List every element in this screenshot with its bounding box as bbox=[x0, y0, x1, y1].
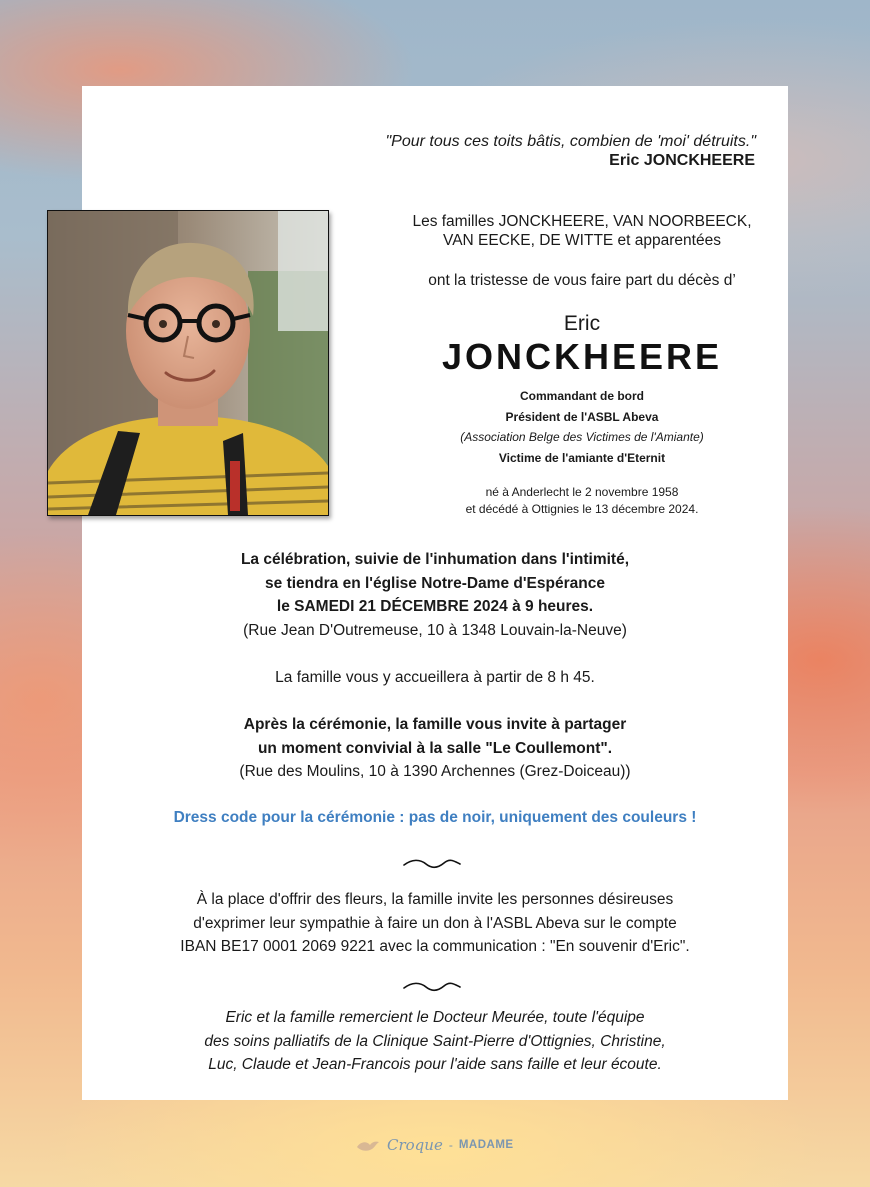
quote-block bbox=[385, 132, 756, 170]
tristesse-text: ont la tristesse de vous faire part du décès d’ bbox=[428, 272, 736, 289]
quote-text: "Pour tous ces toits bâtis, combien de 'moi' détruits." bbox=[385, 133, 756, 150]
squiggle-divider-icon bbox=[402, 856, 462, 870]
title-association: (Association Belge des Victimes de l'Amiante) bbox=[460, 430, 704, 444]
thanks-block bbox=[82, 1006, 788, 1077]
reception-line-2: un moment convivial à la salle "Le Coullemont". bbox=[257, 739, 613, 757]
reception-block bbox=[82, 713, 788, 784]
ceremony-line-1: La célébration, suivie de l'inhumation dans l'intimité, bbox=[240, 551, 630, 568]
birth-line: né à Anderlecht le 2 novembre 1958 bbox=[485, 485, 679, 499]
donation-line-1: À la place d'offrir des fleurs, la famille invite les personnes désireuses bbox=[196, 891, 674, 908]
footer-brand bbox=[355, 1131, 514, 1159]
first-name: Eric bbox=[563, 312, 601, 335]
dress-code: Dress code pour la cérémonie : pas de noir, uniquement des couleurs ! bbox=[173, 809, 697, 826]
squiggle-divider-icon bbox=[402, 979, 462, 993]
families bbox=[372, 212, 792, 250]
thanks-line-3: Luc, Claude et Jean-Francois pour l'aide sans faille et leur écoute. bbox=[208, 1056, 662, 1073]
families-line-1: Les familles JONCKHEERE, VAN NOORBEECK, bbox=[412, 213, 752, 230]
thanks-line-1: Eric et la famille remercient le Docteur Meurée, toute l'équipe bbox=[225, 1009, 645, 1026]
last-name: JONCKHEERE bbox=[441, 336, 723, 377]
titles bbox=[372, 386, 792, 468]
brand-script: Croque bbox=[387, 1136, 443, 1154]
brand-word: MADAME bbox=[458, 1139, 514, 1151]
quote-author: Eric JONCKHEERE bbox=[609, 152, 755, 169]
reception-line-1: Après la cérémonie, la famille vous invite à partager bbox=[243, 716, 627, 733]
ceremony-address: (Rue Jean D'Outremeuse, 10 à 1348 Louvain-la-Neuve) bbox=[243, 621, 627, 639]
donation-line-2: d'exprimer leur sympathie à faire un don à l'ASBL Abeva sur le compte bbox=[193, 914, 677, 932]
welcome-text: La famille vous y accueillera à partir de 8 h 45. bbox=[275, 669, 595, 686]
ceremony-block bbox=[82, 548, 788, 642]
title-president: Président de l'ASBL Abeva bbox=[505, 409, 659, 424]
ceremony-line-2: se tiendra en l'église Notre-Dame d'Espérance bbox=[265, 574, 605, 592]
donation-line-3: IBAN BE17 0001 2069 9221 avec la communication : "En souvenir d'Eric". bbox=[180, 938, 690, 955]
title-victime: Victime de l'amiante d'Eternit bbox=[498, 450, 666, 465]
donation-block bbox=[82, 888, 788, 959]
reception-address: (Rue des Moulins, 10 à 1390 Archennes (Grez-Doiceau)) bbox=[239, 763, 631, 780]
portrait-photo bbox=[47, 210, 329, 516]
title-commandant: Commandant de bord bbox=[519, 389, 644, 403]
families-line-2: VAN EECKE, DE WITTE et apparentées bbox=[443, 232, 721, 249]
death-line: et décédé à Ottignies le 13 décembre 2024. bbox=[465, 502, 699, 516]
thanks-line-2: des soins palliatifs de la Clinique Saint-Pierre d'Ottignies, Christine, bbox=[204, 1032, 666, 1050]
brand-separator: - bbox=[448, 1138, 453, 1152]
bird-icon bbox=[355, 1137, 381, 1153]
ceremony-line-3: le SAMEDI 21 DÉCEMBRE 2024 à 9 heures. bbox=[276, 598, 594, 615]
dates bbox=[372, 484, 792, 518]
